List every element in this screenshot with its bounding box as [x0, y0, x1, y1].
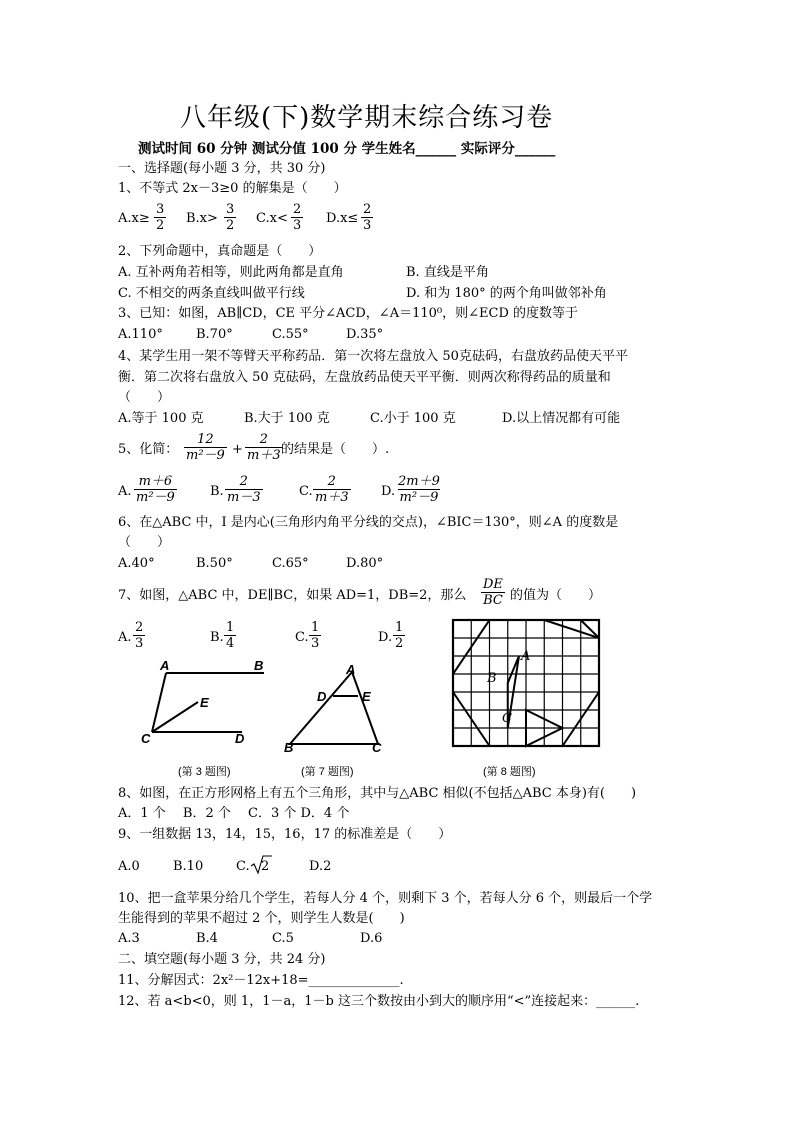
q7-c-fraction — [309, 620, 321, 651]
q5-option-b: B. — [210, 484, 224, 499]
fig7-label-a: A — [346, 662, 356, 677]
question-4-line1: 4、某学生用一架不等臂天平称药品．第一次将左盘放入 50克砝码，右盘放药品使天平平 — [118, 349, 628, 364]
q4-option-c: C.小于 100 克 — [370, 411, 456, 426]
q5-f1-den: m²－9 — [186, 448, 225, 463]
q6-option-a: A.40° — [118, 556, 155, 571]
fig7-label-b: B — [284, 740, 294, 755]
q7-d-den: 2 — [395, 636, 404, 651]
q5-plus: + — [232, 442, 243, 457]
fig7-triangle-abc — [290, 672, 378, 744]
q9-option-b: B.10 — [173, 859, 204, 874]
question-12: 12、若 a<b<0，则 1，1－a，1－b 这三个数按由小到大的顺序用“<”连接起来：______. — [118, 994, 640, 1009]
q7-c-den: 3 — [311, 636, 320, 651]
fig7-label-d: D — [317, 689, 327, 704]
q5-f1-num: 12 — [197, 432, 214, 447]
q5-b-fraction — [225, 474, 263, 505]
q5-b-den: m－3 — [227, 490, 261, 505]
question-11: 11、分解因式：2x²－12x+18=______________. — [118, 973, 404, 988]
q8-options: A．1 个 B．2 个 C．3 个 D．4 个 — [118, 806, 350, 821]
q7-stem-den: BC — [483, 593, 503, 608]
fig8-label-a: A — [521, 649, 531, 664]
q10-option-c: C.5 — [272, 931, 294, 946]
q5-f2-num: 2 — [259, 432, 268, 447]
q2-option-c: C. 不相交的两条直线叫做平行线 — [118, 286, 305, 301]
fig8-label-b: B — [487, 671, 497, 686]
section-heading: 一、选择题(每小题 3 分，共 30 分) — [118, 161, 326, 176]
q10-option-b: B.4 — [196, 931, 218, 946]
q1-b-num: 3 — [226, 202, 235, 217]
fig3-label-d: D — [235, 731, 245, 746]
q7-b-den: 4 — [226, 636, 235, 651]
q5-fraction-1 — [184, 432, 227, 463]
q3-option-d: D.35° — [346, 327, 384, 342]
fig3-label-e: E — [200, 695, 209, 710]
q5-d-fraction — [396, 474, 442, 505]
q5-f2-den: m＋3 — [247, 448, 281, 463]
q9-sqrt-radicand: 2 — [261, 859, 270, 874]
question-4-line3: （ ） — [118, 390, 171, 405]
fig7-label-c: C — [372, 740, 382, 755]
q1-b-fraction — [224, 202, 236, 233]
q7-b-fraction — [224, 620, 236, 651]
q6-option-b: B.50° — [196, 556, 233, 571]
q1-c-den: 3 — [293, 218, 302, 233]
q10-option-d: D.6 — [360, 931, 383, 946]
question-6-line2: （ ） — [118, 535, 171, 550]
question-5-prefix: 5、化简： — [118, 442, 179, 457]
q5-option-c: C. — [299, 484, 313, 499]
q1-c-num: 2 — [293, 202, 302, 217]
q10-option-a: A.3 — [118, 931, 140, 946]
q5-c-num: 2 — [327, 474, 336, 489]
fig8-label-c: C — [502, 711, 512, 726]
q7-a-fraction — [133, 620, 145, 651]
q5-option-a: A. — [118, 484, 132, 499]
q9-option-d: D.2 — [309, 859, 332, 874]
fig7-label-e: E — [362, 689, 371, 704]
q1-d-den: 3 — [363, 218, 372, 233]
q9-option-a: A.0 — [118, 859, 140, 874]
q4-option-d: D.以上情况都有可能 — [502, 411, 621, 426]
q3-option-c: C.55° — [272, 327, 309, 342]
q1-d-fraction — [361, 202, 373, 233]
q7-option-c: C. — [295, 630, 309, 645]
q5-d-num: 2m＋9 — [398, 474, 440, 489]
q3-option-b: B.70° — [196, 327, 233, 342]
section-heading-2: 二、填空题(每小题 3 分，共 24 分) — [118, 952, 326, 967]
q5-b-num: 2 — [239, 474, 248, 489]
q4-option-a: A.等于 100 克 — [118, 411, 204, 426]
q7-d-num: 1 — [395, 620, 404, 635]
q7-stem-fraction — [481, 577, 505, 608]
question-10-line1: 10、把一盒苹果分给几个学生，若每人分 4 个，则剩下 3 个，若每人分 6 个，则最后一个学 — [118, 891, 653, 906]
q1-a-den: 2 — [156, 218, 165, 233]
q5-c-den: m＋3 — [315, 490, 349, 505]
fig3-label-c: C — [141, 731, 151, 746]
question-7-suffix: 的值为（ ） — [510, 588, 602, 603]
q7-a-num: 2 — [135, 620, 144, 635]
q2-option-b: B. 直线是平角 — [406, 265, 489, 280]
q7-option-a: A. — [118, 630, 132, 645]
question-9-stem: 9、一组数据 13，14，15，16，17 的标准差是（ ） — [118, 827, 452, 842]
q1-option-a: A.x≥ — [118, 211, 150, 226]
figure-q7 — [282, 660, 392, 750]
question-8-stem: 8、如图，在正方形网格上有五个三角形，其中与△ABC 相似(不包括△ABC 本身)有( ) — [118, 786, 637, 801]
q5-c-fraction — [313, 474, 351, 505]
q1-a-fraction — [154, 202, 166, 233]
q3-option-a: A.110° — [118, 327, 163, 342]
question-1-stem: 1、不等式 2x－3≥0 的解集是（ ） — [118, 181, 347, 196]
q9-option-c: C. — [236, 859, 250, 874]
q7-d-fraction — [393, 620, 405, 651]
question-3-stem: 3、已知：如图，AB∥CD，CE 平分∠ACD，∠A＝110⁰，则∠ECD 的度数等于 — [118, 306, 578, 321]
q1-a-num: 3 — [156, 202, 165, 217]
q5-fraction-2 — [245, 432, 283, 463]
q7-c-num: 1 — [311, 620, 320, 635]
q1-d-num: 2 — [363, 202, 372, 217]
q6-option-d: D.80° — [346, 556, 384, 571]
question-10-line2: 生能得到的苹果不超过 2 个，则学生人数是( ) — [118, 911, 405, 926]
q7-a-den: 3 — [135, 636, 144, 651]
question-5-suffix: 的结果是（ ）. — [281, 442, 390, 457]
q1-c-fraction — [291, 202, 303, 233]
q6-option-c: C.65° — [272, 556, 309, 571]
q2-option-d: D. 和为 180° 的两个角叫做邻补角 — [406, 286, 607, 301]
fig3-label-b: B — [254, 658, 264, 673]
q5-a-fraction — [134, 474, 177, 505]
q7-option-d: D. — [378, 630, 393, 645]
q7-b-num: 1 — [226, 620, 235, 635]
question-2-stem: 2、下列命题中，真命题是（ ） — [118, 244, 322, 259]
question-7-prefix: 7、如图，△ABC 中，DE∥BC，如果 AD=1，DB=2，那么 — [118, 588, 467, 603]
q4-option-b: B.大于 100 克 — [244, 411, 330, 426]
question-6-line1: 6、在△ABC 中，I 是内心(三角形内角平分线的交点)，∠BIC＝130°，则∠A 的度数是 — [118, 515, 619, 530]
q5-a-num: m＋6 — [138, 474, 173, 489]
caption-fig8: (第 8 题图) — [483, 766, 536, 778]
fig8-triangle — [544, 620, 599, 638]
figure-q8-grid — [452, 619, 602, 749]
q1-b-den: 2 — [226, 218, 235, 233]
q7-option-b: B. — [210, 630, 224, 645]
q1-option-c: C.x< — [256, 211, 288, 226]
q2-option-a: A. 互补两角若相等，则此两角都是直角 — [118, 265, 344, 280]
q1-option-b: B.x> — [186, 211, 218, 226]
question-4-line2: 衡．第二次将右盘放入 50 克砝码，左盘放药品使天平平衡．则两次称得药品的质量和 — [118, 370, 611, 385]
fig3-label-a: A — [160, 658, 170, 673]
q5-d-den: m²－9 — [399, 490, 439, 505]
caption-fig7: (第 7 题图) — [301, 766, 354, 778]
q5-a-den: m²－9 — [136, 490, 175, 505]
caption-fig3: (第 3 题图) — [178, 766, 231, 778]
page-title: 八年级(下)数学期末综合练习卷 — [180, 103, 554, 133]
exam-info-line: 测试时间 60 分钟 测试分值 100 分 学生姓名______ 实际评分______ — [138, 141, 556, 157]
q1-option-d: D.x≤ — [326, 211, 359, 226]
q5-option-d: D. — [381, 484, 396, 499]
q7-stem-num: DE — [483, 577, 503, 592]
